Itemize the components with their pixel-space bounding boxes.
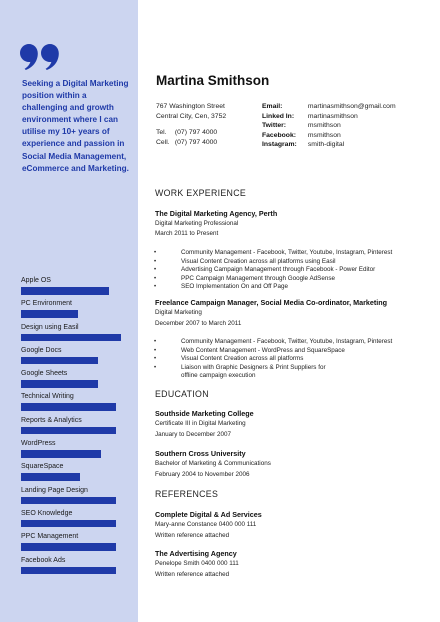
contact-label: Email: [262,103,283,110]
contact-label: Facebook: [262,131,296,139]
job-dates: March 2011 to Present [155,229,219,237]
duty-item: • Visual Content Creation across all platforms using Easil [154,258,424,267]
duty-item: • Community Management - Facebook, Twitter, Youtube, Instagram, Pinterest [154,338,424,347]
skill-label: Landing Page Design [21,486,88,494]
skill-label: Google Docs [21,346,62,354]
contact-facebook [262,131,396,141]
duty-item: • Community Management - Facebook, Twitter, Youtube, Instagram, Pinterest [154,249,424,258]
skill-level-bar [21,357,98,365]
skill-item [21,276,131,299]
reference-contact: Mary-anne Constance 0400 000 111 [155,521,257,528]
qualification: Bachelor of Marketing & Communications [155,460,271,467]
skill-label: Google Sheets [21,370,68,378]
duty-item: • PPC Campaign Management through Google AdSense [154,275,424,284]
sidebar [0,0,138,622]
job-duties [154,338,424,381]
education-heading: EDUCATION [155,389,209,399]
phone-block [156,128,217,147]
quote-icon [20,44,60,70]
skill-item [21,323,131,346]
contact-label: Linked In: [262,112,295,120]
skill-item [21,439,131,462]
job-dates: December 2007 to March 2011 [155,319,242,327]
skill-level-bar [21,334,121,342]
job-role: Digital Marketing [155,309,202,316]
skills-list [21,276,131,579]
duty-item: • Web Content Management - WordPress and SquareSpace [154,347,424,356]
school-name: Southern Cross University [155,449,246,458]
skill-level-bar [21,427,116,435]
reference-name: The Advertising Agency [155,549,237,558]
address-line-2: Central City, Cen, 3752 [156,112,227,120]
skill-item [21,462,131,485]
contact-value[interactable]: smith-digital [307,141,345,149]
contact-instagram [262,140,396,150]
skill-level-bar [21,497,116,505]
skill-level-bar [21,310,78,318]
cell-label: Cell. [156,138,170,146]
contact-value[interactable]: martinasmithson@gmail.com [307,103,396,110]
contact-label: Instagram: [262,141,297,149]
skill-label: SEO Knowledge [21,509,73,517]
job-entry [155,209,425,238]
reference-entry [155,510,425,540]
reference-note: Written reference attached [155,531,230,539]
skill-item [21,486,131,509]
contact-twitter [262,121,396,131]
duty-item: • SEO Implementation On and Off Page [154,283,424,292]
education-dates: February 2004 to November 2006 [155,470,250,478]
job-entry [155,298,425,328]
duty-item: • Liaison with Graphic Designers & Print Suppliers for [154,364,424,373]
contact-list [262,102,396,150]
work-experience-heading: WORK EXPERIENCE [155,188,247,198]
duty-item: • Visual Content Creation across all platforms [154,355,424,364]
skill-level-bar [21,380,98,388]
contact-label: Twitter: [262,122,287,130]
skill-level-bar [21,287,109,295]
skill-label: Technical Writing [21,393,74,401]
education-dates: January to December 2007 [155,430,231,438]
skill-item [21,392,131,415]
skill-label: Apple OS [21,277,51,284]
contact-value[interactable]: msmithson [307,122,341,130]
cell-row [156,138,217,148]
job-role: Digital Marketing Professional [155,220,239,227]
skill-level-bar [21,473,80,481]
tel-row [156,128,217,138]
reference-note: Written reference attached [155,570,230,578]
contact-value[interactable]: martinasmithson [307,112,358,120]
duty-item: • Advertising Campaign Management through Facebook - Power Editor [154,266,424,275]
skill-item [21,299,131,322]
address-line-1: 767 Washington Street [156,103,225,110]
school-name: Southside Marketing College [155,409,254,418]
skill-label: SquareSpace [21,463,64,471]
contact-linkedin [262,112,396,122]
skill-item [21,346,131,369]
candidate-name: Martina Smithson [156,73,270,88]
education-entry [155,409,425,439]
reference-entry [155,549,425,579]
reference-contact: Penelope Smith 0400 000 111 [155,560,239,567]
qualification: Certificate III in Digital Marketing [155,420,246,427]
skill-label: Facebook Ads [21,556,66,564]
skill-level-bar [21,520,116,528]
tel-value: (07) 797 4000 [174,129,218,136]
job-company: The Digital Marketing Agency, Perth [155,209,278,218]
references-heading: REFERENCES [155,489,219,499]
education-entry [155,449,425,479]
duty-item-continued: offline campaign execution [181,372,256,379]
tel-label: Tel. [156,129,167,136]
contact-email [262,102,396,112]
skill-item [21,556,131,579]
skill-level-bar [21,543,116,551]
contact-value[interactable]: msmithson [307,131,341,139]
skill-label: PPC Management [21,533,79,541]
objective-statement: Seeking a Digital Marketing position within a challenging and growth environment where I can utilise my 10+ years of experience and passion in Social Media Management, eCommerce and Marketing. [22,79,129,173]
skill-item [21,416,131,439]
skill-label: WordPress [21,440,56,448]
reference-name: Complete Digital & Ad Services [155,510,262,519]
skill-level-bar [21,450,101,458]
job-duties [154,249,424,292]
skill-item [21,532,131,555]
skill-label: Design using Easil [21,323,79,331]
skill-item [21,509,131,532]
skill-label: PC Environment [21,300,72,308]
skill-label: Reports & Analytics [21,416,82,424]
skill-level-bar [21,403,116,411]
cell-value: (07) 797 4000 [174,138,218,146]
skill-item [21,369,131,392]
address-block [156,102,226,121]
skill-level-bar [21,567,116,575]
job-company: Freelance Campaign Manager, Social Media Co-ordinator, Marketing [155,298,388,307]
